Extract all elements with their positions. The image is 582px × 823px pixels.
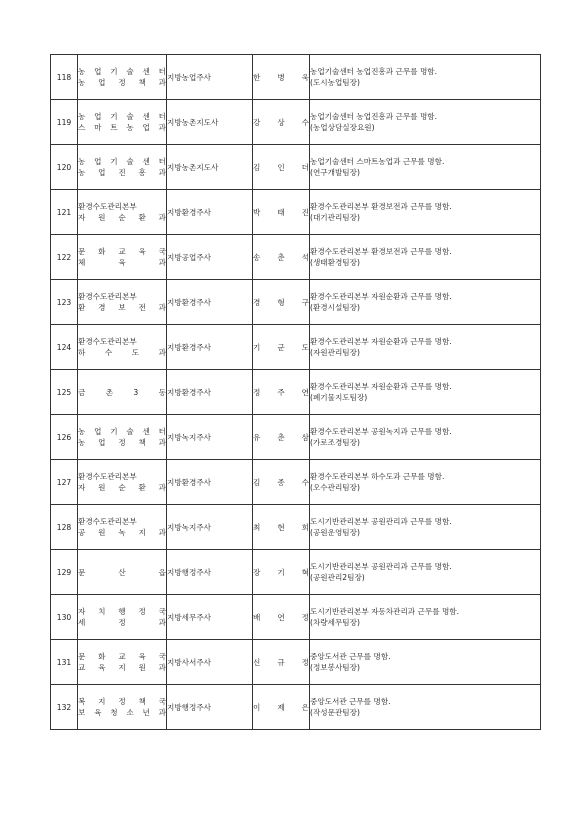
current-department (78, 460, 167, 505)
job-grade: 지방농촌지도사 (167, 100, 253, 145)
assignment-team: (폐기물지도팀장) (310, 393, 368, 402)
assignment-team: (공원관리2팀장) (310, 573, 365, 582)
assignment-text: 농업기술센터 농업진흥과 근무를 명함. (310, 67, 438, 76)
current-department (78, 145, 167, 190)
job-grade: 지방환경주사 (167, 190, 253, 235)
department-line: 세 정 과 (78, 618, 166, 627)
assignment-text: 환경수도관리본부 자원순환과 근무를 명함. (310, 292, 452, 301)
row-number: 125 (51, 370, 78, 415)
assignment-team: (생태환경팀장) (310, 258, 360, 267)
row-number: 130 (51, 595, 78, 640)
employee-name: 강 상 수 (253, 100, 310, 145)
row-number: 129 (51, 550, 78, 595)
table-row (51, 55, 541, 100)
current-department (78, 280, 167, 325)
department-line: 체 육 과 (78, 258, 166, 267)
department-line: 자 원 순 환 과 (78, 483, 166, 492)
assignment-text: 환경수도관리본부 하수도과 근무를 명함. (310, 472, 445, 481)
table-row (51, 190, 541, 235)
employee-name: 송 춘 석 (253, 235, 310, 280)
assignment-order (310, 55, 541, 100)
job-grade: 지방사서주사 (167, 640, 253, 685)
assignment-text: 농업기술센터 스마트농업과 근무를 명함. (310, 157, 445, 166)
personnel-table-body (51, 55, 541, 730)
table-row (51, 370, 541, 415)
employee-name: 김 인 더 (253, 145, 310, 190)
department-line: 공 원 녹 지 과 (78, 528, 166, 537)
assignment-team: (오수관리팀장) (310, 483, 360, 492)
row-number: 127 (51, 460, 78, 505)
row-number: 120 (51, 145, 78, 190)
current-department (78, 190, 167, 235)
department-line: 자 치 행 정 국 (78, 607, 166, 616)
assignment-order (310, 550, 541, 595)
department-line: 보 육 청 소 년 과 (78, 708, 166, 717)
table-row (51, 505, 541, 550)
assignment-order (310, 100, 541, 145)
table-row (51, 325, 541, 370)
current-department (78, 325, 167, 370)
department-line: 문 화 교 육 국 (78, 247, 166, 256)
row-number: 124 (51, 325, 78, 370)
assignment-order (310, 640, 541, 685)
assignment-text: 도시기반관리본부 자동차관리과 근무를 명함. (310, 607, 460, 616)
department-line: 환경수도관리본부 (78, 292, 137, 301)
row-number: 122 (51, 235, 78, 280)
department-line: 문 화 교 육 국 (78, 652, 166, 661)
department-line: 금 촌 3 동 (78, 387, 166, 397)
row-number: 119 (51, 100, 78, 145)
table-row (51, 415, 541, 460)
assignment-text: 환경수도관리본부 환경보전과 근무를 명함. (310, 202, 452, 211)
row-number: 132 (51, 685, 78, 730)
assignment-text: 환경수도관리본부 자원순환과 근무를 명함. (310, 382, 452, 391)
employee-name: 기 군 도 (253, 325, 310, 370)
table-row (51, 595, 541, 640)
employee-name: 정 주 연 (253, 370, 310, 415)
assignment-team: (도시농업팀장) (310, 78, 360, 87)
assignment-text: 중앙도서관 근무를 명함. (310, 652, 391, 661)
department-line: 농 업 기 술 센 터 (78, 157, 166, 166)
current-department (78, 550, 167, 595)
assignment-team: (환경시설팀장) (310, 303, 360, 312)
department-line: 환경수도관리본부 (78, 202, 137, 211)
assignment-team: (작성문관팀장) (310, 708, 360, 717)
employee-name: 최 현 희 (253, 505, 310, 550)
assignment-team: (농업상담실장요원) (310, 123, 375, 132)
department-line: 농 업 기 술 센 터 (78, 112, 166, 121)
job-grade: 지방환경주사 (167, 370, 253, 415)
department-line: 환경수도관리본부 (78, 472, 137, 481)
personnel-table (50, 54, 541, 730)
employee-name: 배 연 정 (253, 595, 310, 640)
row-number: 121 (51, 190, 78, 235)
table-row (51, 235, 541, 280)
employee-name: 김 종 수 (253, 460, 310, 505)
job-grade: 지방환경주사 (167, 325, 253, 370)
job-grade: 지방녹지주사 (167, 415, 253, 460)
table-row (51, 550, 541, 595)
table-row (51, 460, 541, 505)
current-department (78, 235, 167, 280)
department-line: 하 수 도 과 (78, 348, 166, 357)
table-row (51, 640, 541, 685)
job-grade: 지방환경주사 (167, 280, 253, 325)
department-line: 농 업 정 책 과 (78, 78, 166, 87)
assignment-order (310, 685, 541, 730)
assignment-team: (자원관리팀장) (310, 348, 360, 357)
current-department (78, 595, 167, 640)
employee-name: 유 춘 삼 (253, 415, 310, 460)
employee-name: 한 병 욱 (253, 55, 310, 100)
assignment-text: 중앙도서관 근무를 명함. (310, 697, 391, 706)
assignment-order (310, 325, 541, 370)
department-line: 문 산 읍 (78, 567, 166, 577)
department-line: 복 지 정 책 국 (78, 697, 166, 706)
row-number: 128 (51, 505, 78, 550)
employee-name: 경 형 구 (253, 280, 310, 325)
department-line: 농 업 기 술 센 터 (78, 67, 166, 76)
assignment-order (310, 235, 541, 280)
employee-name: 신 규 정 (253, 640, 310, 685)
assignment-text: 환경수도관리본부 환경보전과 근무를 명함. (310, 247, 452, 256)
job-grade: 지방환경주사 (167, 460, 253, 505)
department-line: 교 육 지 원 과 (78, 663, 166, 672)
job-grade: 지방행정주사 (167, 550, 253, 595)
department-line: 자 원 순 환 과 (78, 213, 166, 222)
table-row (51, 280, 541, 325)
row-number: 118 (51, 55, 78, 100)
employee-name: 박 태 진 (253, 190, 310, 235)
job-grade: 지방녹지주사 (167, 505, 253, 550)
job-grade: 지방농업주사 (167, 55, 253, 100)
table-row (51, 685, 541, 730)
employee-name: 장 기 혁 (253, 550, 310, 595)
assignment-text: 농업기술센터 농업진흥과 근무를 명함. (310, 112, 438, 121)
department-line: 농 업 진 흥 과 (78, 168, 166, 177)
assignment-text: 환경수도관리본부 자원순환과 근무를 명함. (310, 337, 452, 346)
assignment-order (310, 370, 541, 415)
assignment-order (310, 280, 541, 325)
department-line: 환 경 보 전 과 (78, 303, 166, 312)
assignment-team: (차량세무팀장) (310, 618, 360, 627)
assignment-order (310, 145, 541, 190)
current-department (78, 55, 167, 100)
row-number: 126 (51, 415, 78, 460)
employee-name: 이 제 은 (253, 685, 310, 730)
department-line: 환경수도관리본부 (78, 337, 137, 346)
assignment-text: 도시기반관리본부 공원관리과 근무를 명함. (310, 517, 452, 526)
assignment-team: (가로조경팀장) (310, 438, 360, 447)
job-grade: 지방행정주사 (167, 685, 253, 730)
current-department (78, 100, 167, 145)
assignment-text: 도시기반관리본부 공원관리과 근무를 명함. (310, 562, 452, 571)
department-line: 환경수도관리본부 (78, 517, 137, 526)
job-grade: 지방농촌지도사 (167, 145, 253, 190)
current-department (78, 505, 167, 550)
current-department (78, 685, 167, 730)
job-grade: 지방세무주사 (167, 595, 253, 640)
department-line: 농 업 정 책 과 (78, 438, 166, 447)
current-department (78, 640, 167, 685)
row-number: 123 (51, 280, 78, 325)
assignment-team: (정보봉사팀장) (310, 663, 360, 672)
row-number: 131 (51, 640, 78, 685)
department-line: 농 업 기 술 센 터 (78, 427, 166, 436)
table-row (51, 145, 541, 190)
job-grade: 지방공업주사 (167, 235, 253, 280)
assignment-order (310, 595, 541, 640)
current-department (78, 370, 167, 415)
assignment-order (310, 505, 541, 550)
current-department (78, 415, 167, 460)
assignment-team: (대기관리팀장) (310, 213, 360, 222)
assignment-order (310, 460, 541, 505)
assignment-team: (연구개발팀장) (310, 168, 360, 177)
table-row (51, 100, 541, 145)
assignment-text: 환경수도관리본부 공원녹지과 근무를 명함. (310, 427, 452, 436)
assignment-order (310, 415, 541, 460)
department-line: 스 마 트 농 업 과 (78, 123, 166, 132)
assignment-order (310, 190, 541, 235)
assignment-team: (공원운영팀장) (310, 528, 360, 537)
